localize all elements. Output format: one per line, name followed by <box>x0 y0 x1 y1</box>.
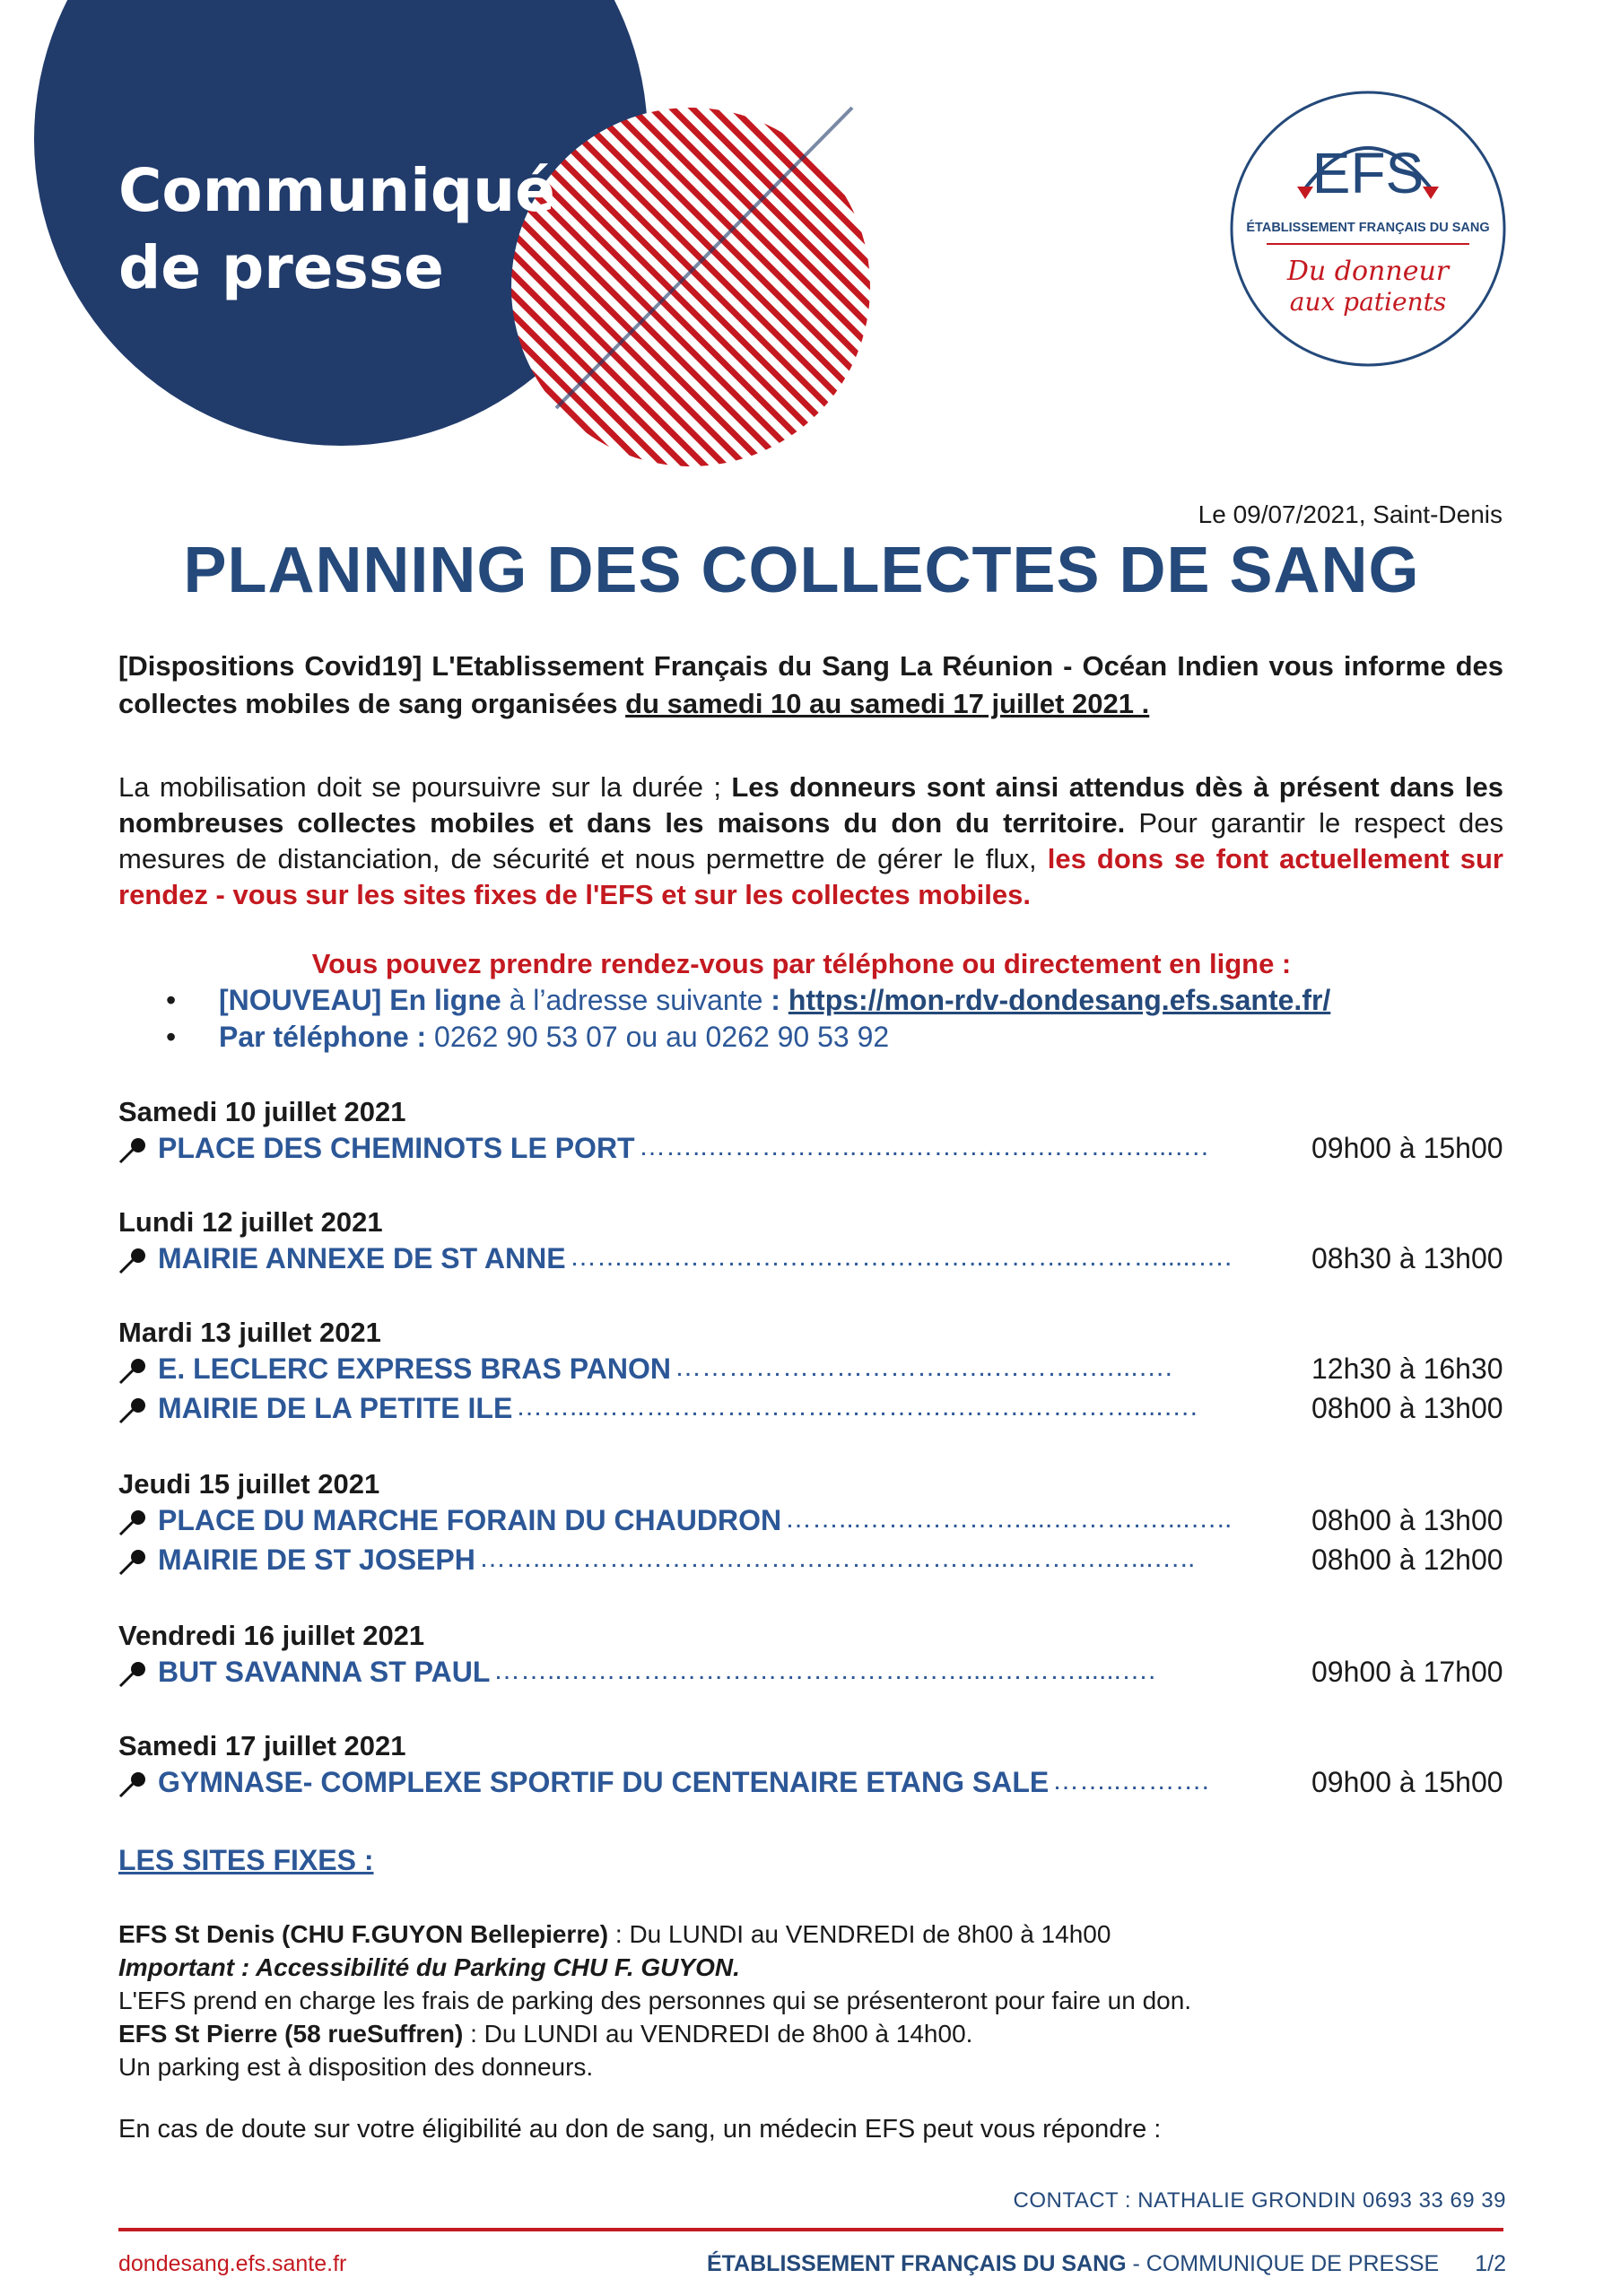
mobilisation-paragraph <box>118 770 1503 913</box>
collection-place: MAIRIE ANNEXE DE ST ANNE <box>158 1242 566 1274</box>
collection-place: PLACE DES CHEMINOTS LE PORT <box>158 1132 635 1164</box>
pushpin-icon <box>117 1549 149 1578</box>
bullet-icon: • <box>166 1021 177 1053</box>
footer-page-number: 1/2 <box>1475 2251 1506 2276</box>
logo-slogan-1: Du donneur <box>1286 256 1450 287</box>
leader-dots: ……..………. <box>1052 1766 1210 1796</box>
pushpin-icon <box>117 1397 149 1426</box>
logo-slogan-2: aux patients <box>1289 287 1447 317</box>
collection-hours: 08h00 à 13h00 <box>1311 1504 1503 1536</box>
schedule-entry <box>117 1242 1503 1278</box>
leader-dots: ……...…………………………………..……..…………....…. <box>516 1392 1198 1422</box>
leader-dots: ……...………………....……….…...….. <box>785 1504 1233 1534</box>
pushpin-icon <box>117 1509 149 1538</box>
footer-divider <box>118 2228 1503 2231</box>
footer-website[interactable]: dondesang.efs.sante.fr <box>118 2251 347 2276</box>
footer-org: ÉTABLISSEMENT FRANÇAIS DU SANG <box>706 2251 1127 2276</box>
collection-hours: 09h00 à 15h00 <box>1311 1132 1503 1164</box>
eligibility-note: En cas de doute sur votre éligibilité au don de sang, un médecin EFS peut vous répondre : <box>118 2115 1162 2144</box>
intro-paragraph <box>118 648 1503 723</box>
footer-info <box>707 2251 1506 2277</box>
mobilisation-text-bold: Les donneurs sont ainsi attendus dès à présent dans les nombreuses collectes mobiles et dans les maisons du don du territoire. <box>118 771 1503 839</box>
mobilisation-text-red: les dons se font actuellement sur rendez - vous sur les sites fixes de l'EFS et sur les collectes mobiles. <box>118 843 1503 910</box>
fixed-sites-info <box>118 1918 1191 2083</box>
collection-hours: 12h30 à 16h30 <box>1311 1352 1503 1385</box>
phone-numbers: 0262 90 53 07 ou au 0262 90 53 92 <box>426 1021 890 1053</box>
footer-doc-type: - COMMUNIQUE DE PRESSE <box>1126 2251 1440 2276</box>
leader-dots: ……...…………………………………………....……….…...….. <box>479 1544 1196 1573</box>
press-line-2: de presse <box>118 233 444 302</box>
schedule-day: Samedi 10 juillet 2021 <box>118 1096 406 1127</box>
collection-place: E. LECLERC EXPRESS BRAS PANON <box>158 1352 671 1385</box>
press-release-heading <box>118 152 555 307</box>
online-label: [NOUVEAU] En ligne <box>219 984 501 1016</box>
schedule-day: Jeudi 15 juillet 2021 <box>118 1468 380 1500</box>
pushpin-icon <box>117 1771 149 1800</box>
page-title: PLANNING DES COLLECTES DE SANG <box>183 535 1420 606</box>
collection-hours: 09h00 à 15h00 <box>1311 1766 1503 1798</box>
press-line-1: Communiqué <box>118 156 555 225</box>
mobilisation-text-3: Pour garantir le respect des mesures de distanciation, de sécurité et nous permettre de gérer le flux, <box>118 807 1503 874</box>
schedule-entry <box>117 1352 1503 1388</box>
collection-place: MAIRIE DE ST JOSEPH <box>158 1544 475 1576</box>
collection-hours: 08h30 à 13h00 <box>1311 1242 1503 1274</box>
efs-logo <box>1220 81 1516 377</box>
date-line: Le 09/07/2021, Saint-Denis <box>1198 500 1503 528</box>
contact-line: CONTACT : NATHALIE GRONDIN 0693 33 69 39 <box>1013 2188 1506 2213</box>
rdv-heading: Vous pouvez prendre rendez-vous par téléphone ou directement en ligne : <box>311 948 1292 979</box>
schedule-entry <box>117 1766 1503 1802</box>
intro-period: du samedi 10 au samedi 17 juillet 2021 . <box>625 688 1150 719</box>
stdenis-label: EFS St Denis (CHU F.GUYON Bellepierre) <box>118 1920 609 1948</box>
schedule-day: Lundi 12 juillet 2021 <box>118 1206 383 1238</box>
pushpin-icon <box>117 1358 149 1387</box>
online-colon: : <box>771 984 788 1016</box>
intro-text: [Dispositions Covid19] L'Etablissement Français du Sang La Réunion - Océan Indien vous informe des collectes mobiles de sang organisées <box>118 650 1503 719</box>
stpierre-hours: : Du LUNDI au VENDREDI de 8h00 à 14h00. <box>463 2020 973 2048</box>
pushpin-icon <box>117 1248 149 1276</box>
collection-place: PLACE DU MARCHE FORAIN DU CHAUDRON <box>158 1504 782 1536</box>
collection-place: BUT SAVANNA ST PAUL <box>158 1656 491 1688</box>
pushpin-icon <box>117 1661 149 1690</box>
fixed-sites-heading: LES SITES FIXES : <box>118 1844 374 1876</box>
schedule-entry <box>117 1132 1503 1168</box>
logo-acronym: EFS <box>1311 141 1424 205</box>
schedule-entry <box>117 1544 1503 1579</box>
mobilisation-text-1: La mobilisation doit se poursuivre sur la durée ; <box>118 771 732 803</box>
parking-important: Important : Accessibilité du Parking CHU F. GUYON. <box>118 1953 740 1981</box>
logo-org-name: ÉTABLISSEMENT FRANÇAIS DU SANG <box>1246 221 1490 235</box>
leader-dots: ……..………………………………………....………......…. <box>493 1656 1156 1685</box>
online-rdv-link[interactable]: https://mon-rdv-dondesang.efs.sante.fr/ <box>788 984 1331 1016</box>
parking-available: Un parking est à disposition des donneurs. <box>118 2053 594 2081</box>
phone-label: Par téléphone : <box>219 1021 427 1053</box>
schedule-day: Vendredi 16 juillet 2021 <box>118 1620 425 1651</box>
schedule-entry <box>117 1656 1503 1692</box>
stdenis-hours: : Du LUNDI au VENDREDI de 8h00 à 14h00 <box>608 1920 1111 1948</box>
collection-hours: 08h00 à 12h00 <box>1311 1544 1503 1576</box>
schedule-entry <box>117 1504 1503 1540</box>
pushpin-icon <box>117 1137 149 1166</box>
schedule-day: Samedi 17 juillet 2021 <box>118 1730 406 1761</box>
leader-dots: ……..……………..…...………..….……….…...…. <box>639 1132 1209 1161</box>
leader-dots: ……...………………………………..………..……….....…. <box>570 1242 1233 1272</box>
schedule-day: Mardi 13 juillet 2021 <box>118 1317 381 1348</box>
parking-note: L'EFS prend en charge les frais de parking des personnes qui se présenteront pour faire un don. <box>118 1987 1192 2014</box>
leader-dots: ………………………….…..………..…...…. <box>675 1352 1173 1382</box>
collection-place: MAIRIE DE LA PETITE ILE <box>158 1392 513 1424</box>
stpierre-label: EFS St Pierre (58 rueSuffren) <box>118 2020 464 2048</box>
bullet-icon: • <box>166 984 177 1016</box>
collection-hours: 09h00 à 17h00 <box>1311 1656 1503 1688</box>
collection-hours: 08h00 à 13h00 <box>1311 1392 1503 1424</box>
schedule-entry <box>117 1392 1503 1428</box>
collection-place: GYMNASE- COMPLEXE SPORTIF DU CENTENAIRE ETANG SALE <box>158 1766 1050 1798</box>
online-text: à l’adresse suivante <box>501 984 771 1016</box>
